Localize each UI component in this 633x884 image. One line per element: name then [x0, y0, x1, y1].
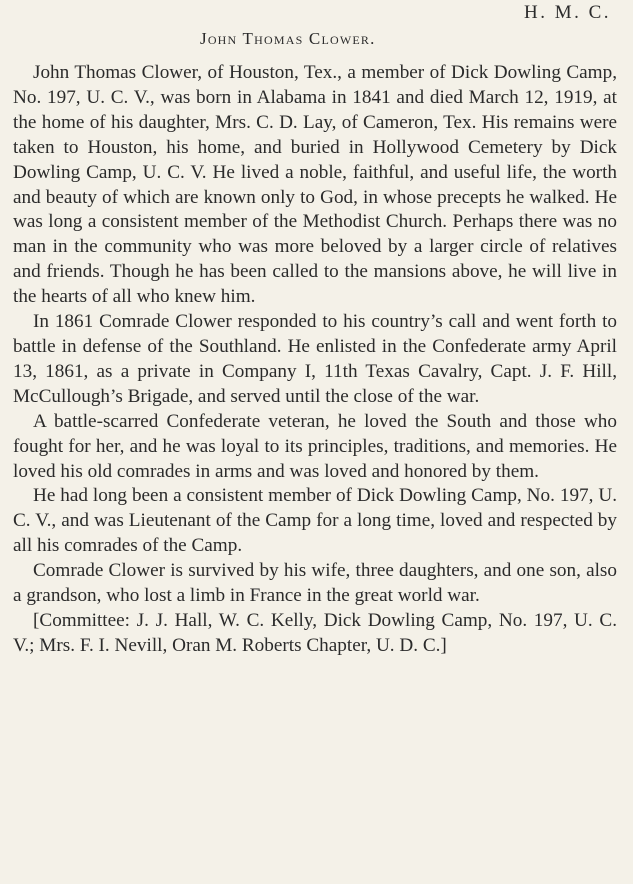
article-title: John Thomas Clower.	[200, 29, 376, 48]
paragraph: Comrade Clower is survived by his wife, three daughters, and one son, also a grandson, who lost a limb in France in the great world war.	[13, 560, 617, 607]
article-body	[13, 61, 617, 659]
paragraph: He had long been a consistent member of Dick Dowling Camp, No. 197, U. C. V., and was Lieutenant of the Camp for a long time, loved and respected by all his comrades of the Camp.	[13, 485, 617, 557]
paragraph: John Thomas Clower, of Houston, Tex., a member of Dick Dowling Camp, No. 197, U. C. V., was born in Alabama in 1841 and died March 12, 1919, at the home of his daughter, Mrs. C. D. Lay, of Cameron, Tex. His remains were taken to Houston, his home, and buried in Hollywood Cemetery by Dick Dowling Camp, U. C. V. He lived a noble, faithful, and useful life, the worth and beauty of which are known only to God, in whose precepts he walked. He was long a consistent member of the Methodist Church. Perhaps there was no man in the community who was more beloved by a larger circle of relatives and friends. Though he has been called to the mansions above, he will live in the hearts of all who knew him.	[13, 62, 617, 308]
paragraph: [Committee: J. J. Hall, W. C. Kelly, Dick Dowling Camp, No. 197, U. C. V.; Mrs. F. I. Nevill, Oran M. Roberts Chapter, U. D. C.]	[13, 609, 617, 656]
paragraph: In 1861 Comrade Clower responded to his country’s call and went forth to battle in defense of the Southland. He enlisted in the Confederate army April 13, 1861, as a private in Company I, 11th Texas Cavalry, Capt. J. F. Hill, McCullough’s Brigade, and served until the close of the war.	[13, 311, 617, 407]
paragraph: A battle-scarred Confederate veteran, he loved the South and those who fought for her, and he was loyal to its principles, traditions, and memories. He loved his old comrades in arms and was loved and honored by them.	[13, 410, 617, 482]
author-initials: H. M. C.	[524, 2, 612, 23]
